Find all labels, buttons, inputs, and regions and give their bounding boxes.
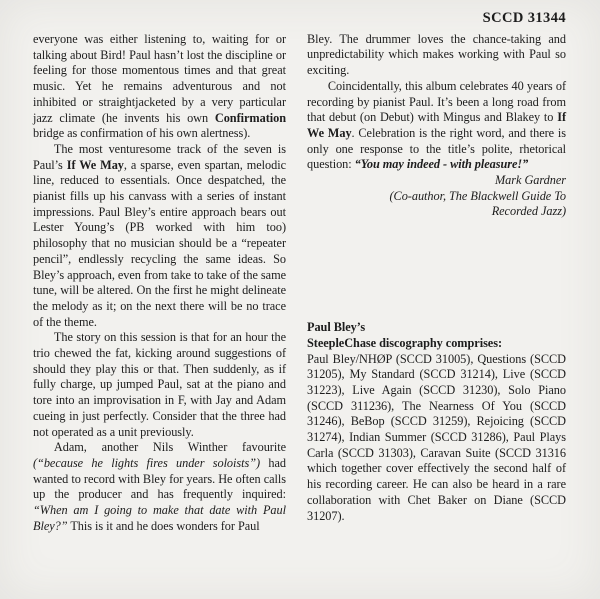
catalog-number: SCCD 31344 — [482, 10, 566, 26]
right-column — [307, 11, 566, 524]
discography-heading: SteepleChase discography comprises: — [307, 335, 502, 350]
bold-run-confirmation: Confirmation — [214, 110, 286, 125]
text-run: The story on this session is that for an hour the trio chewed the fat, kicking around suggestions of should they play this or that. Then suddenly, as if fully charge, up jumped Paul, sat at the piano and tore into an improvisation in F, with Jay and Adam cueing in just perfectly. Consider that the three had not operated as a unit previously. — [33, 330, 286, 439]
text-run: Coincidentally, this album celebrates 40 years of recording by pianist Paul. It’s been a long road from that debut (on Debut) with Mingus and Blakey to — [307, 78, 566, 125]
paragraph-session-story — [33, 330, 286, 440]
paragraph-celebration — [307, 79, 566, 173]
bold-italic-run-pleasure: “You may indeed - with pleasure!” — [354, 157, 529, 172]
paragraph-continuation — [33, 32, 286, 142]
paragraph-adam — [33, 440, 286, 534]
text-run: bridge as confirmation of his own alertness). — [33, 126, 251, 141]
discography-heading: Paul Bley’s — [307, 320, 366, 335]
text-run: , a sparse, even spartan, melodic line, reduced to essentials. Once despatched, the pianist fills up his canvass with a series of instant impressions. Paul Bley’s entire approach bears out Lester Young’s (PB worked with him too) philosophy that no musician should be a “repeater pencil”, endlessly recycling the same ideas. So Bley’s approach, even from take to take of the same tune, will be altered. On the first he might delineate the melody as it; on the next there will be no trace of the theme. — [33, 157, 286, 329]
text-run: The most venturesome track of the seven is Paul’s — [33, 141, 286, 172]
text-run: This is it and he does wonders for Paul — [67, 518, 260, 533]
text-run: Adam, another Nils Winther favourite — [53, 440, 286, 455]
discography-section — [307, 320, 566, 524]
bold-run-if-we-may: If We May — [66, 157, 124, 172]
bold-run-if-we-may: If We May — [307, 110, 566, 140]
left-column — [33, 32, 286, 535]
text-run: . Celebration is the right word, and there is only one response to the title’s polite, rhetorical question: — [307, 125, 566, 172]
discography-body — [307, 352, 566, 525]
paragraph-if-we-may — [33, 142, 286, 330]
author-credit-line: Recorded Jazz) — [491, 204, 566, 219]
author-credit-line: (Co-author, The Blackwell Guide To — [389, 188, 566, 203]
text-run: had wanted to record with Bley for years. He often calls up the producer and has frequently inquired: — [33, 455, 286, 502]
italic-run-quote: (“because he lights fires under soloists”) — [33, 455, 261, 470]
text-run: Paul Bley/NHØP (SCCD 31005), Questions (SCCD 31205), My Standard (SCCD 31214), Live (SCCD 31223), Live Again (SCCD 31230), Solo Piano (SCCD 311236), The Nearness Of You (SCCD 31246), BeBop (SCCD 31259), Rejoicing (SCCD 31274), Indian Summer (SCCD 31286), Paul Plays Carla (SCCD 31303), Caravan Suite (SCCD 31316 which together cover effectively the second half of his recording career. He can also be heard in a rare collaboration with Chet Baker on Diane (SCCD 31207). — [307, 351, 566, 523]
text-run: Bley. The drummer loves the chance-taking and unpredictability which makes working with Paul so exciting. — [307, 31, 566, 78]
author-name: Mark Gardner — [494, 173, 566, 188]
paragraph-drummer — [307, 32, 566, 79]
author-credit — [307, 173, 566, 220]
text-run: everyone was either listening to, waiting for or talking about Bird! Paul hasn’t lost the discipline or feeling for those momentous times and that great music. Yet he remains adventurous and not inhibited or straightjacketed by a very particular jazz climate (he invents his own — [33, 32, 286, 125]
italic-run-question: “When am I going to make that date with Paul Bley?” — [33, 503, 286, 533]
